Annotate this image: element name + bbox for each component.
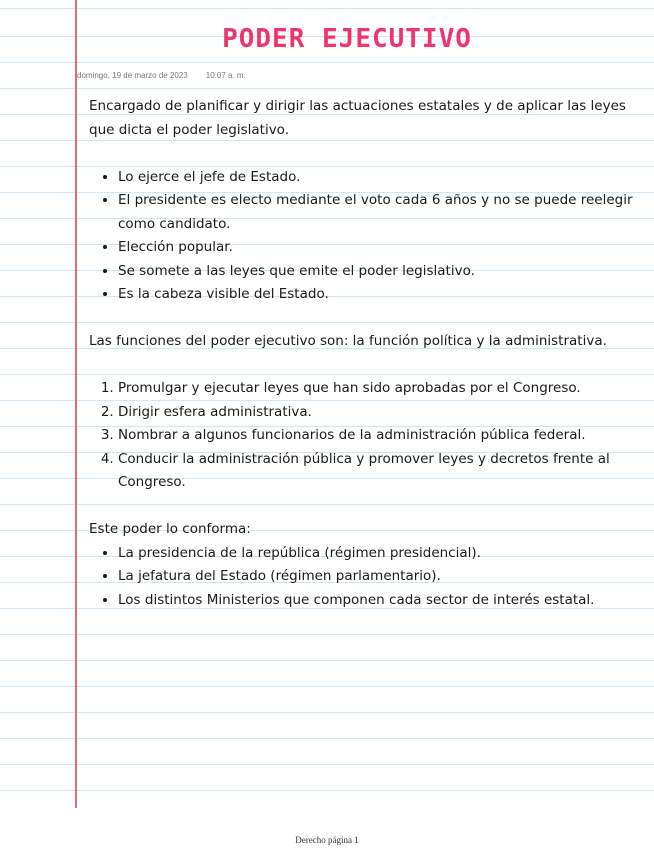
page-datetime <box>77 71 246 80</box>
composition-intro: Este poder lo conforma: <box>89 521 251 537</box>
list-item: • Se somete a las leyes que emite el poder legislativo. <box>118 260 639 284</box>
list-item: • Los distintos Ministerios que componen cada sector de interés estatal. <box>118 589 639 613</box>
list-item: 2. Dirigir esfera administrativa. <box>118 401 639 425</box>
composition-list <box>89 542 639 613</box>
list-item: • Lo ejerce el jefe de Estado. <box>118 166 639 190</box>
functions-intro: Las funciones del poder ejecutivo son: la función política y la administrativa. <box>89 333 607 349</box>
list-item: • Elección popular. <box>118 236 639 260</box>
page-time: 10:07 a. m. <box>205 71 246 80</box>
list-item: • El presidente es electo mediante el voto cada 6 años y no se puede reelegir como candidato. <box>118 189 639 236</box>
page-date: domingo, 19 de marzo de 2023 <box>77 71 188 80</box>
list-item: 3. Nombrar a algunos funcionarios de la administración pública federal. <box>118 424 639 448</box>
note-content[interactable] <box>89 95 639 612</box>
page-footer: Derecho página 1 <box>295 835 359 845</box>
list-item: • La presidencia de la república (régimen presidencial). <box>118 542 639 566</box>
list-item: 1. Promulgar y ejecutar leyes que han sido aprobadas por el Congreso. <box>118 377 639 401</box>
functions-list <box>89 377 639 495</box>
list-item: 4. Conducir la administración pública y promover leyes y decretos frente al Congreso. <box>118 448 639 495</box>
margin-line <box>75 0 77 808</box>
characteristics-list <box>89 166 639 307</box>
page-title: PODER EJECUTIVO <box>222 24 472 54</box>
list-item: • Es la cabeza visible del Estado. <box>118 283 639 307</box>
intro-paragraph: Encargado de planificar y dirigir las actuaciones estatales y de aplicar las leyes que dicta el poder legislativo. <box>89 98 626 138</box>
list-item: • La jefatura del Estado (régimen parlamentario). <box>118 565 639 589</box>
